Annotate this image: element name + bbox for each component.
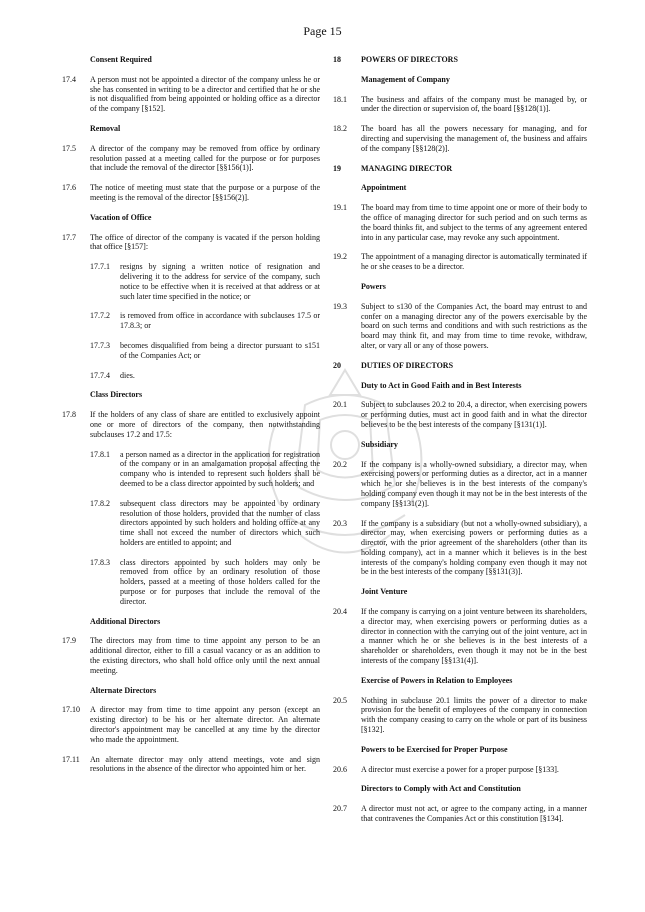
clause [333, 302, 587, 351]
clause-text: resigns by signing a written notice of resignation and delivering it to the address for service of the company, such notice to be effective when it is received at that address or at such later time specified in the notice; or [120, 262, 320, 301]
clause-text: A person must not be appointed a director of the company unless he or she has consented in writing to be a director and certified that he or she is not disqualified from being appointed or holding office as a director of the company [§152]. [90, 74, 320, 114]
clause-number: 20.3 [333, 518, 347, 528]
clause-number: 17.7 [62, 232, 76, 242]
section-title: MANAGING DIRECTOR [361, 163, 453, 173]
clause-number: 17.8.3 [90, 557, 110, 567]
subclause [90, 341, 320, 361]
clause-text: subsequent class directors may be appointed by ordinary resolution of those holders, provided that the number of class directors appointed by such holders and holding office at any time shall not exceed the number of directors which such holders are entitled to appoint; and [120, 498, 320, 547]
clause [62, 75, 320, 114]
clause-heading: Joint Venture [361, 587, 408, 597]
clause-number: 17.7.2 [90, 311, 110, 321]
clause-number: 19.1 [333, 203, 347, 213]
clause-heading: Alternate Directors [90, 685, 157, 695]
section-heading [333, 164, 587, 174]
section-heading [333, 361, 587, 371]
clause [333, 696, 587, 735]
page-number: Page 15 [303, 24, 342, 38]
clause-number: 20.6 [333, 764, 347, 774]
section-number: 18 [333, 55, 341, 64]
clause-text: is removed from office in accordance with subclauses 17.5 or 17.8.3; or [120, 311, 320, 331]
clause-number: 17.7.4 [90, 370, 110, 380]
clause [333, 460, 587, 509]
clause [333, 804, 587, 824]
clause-number: 17.5 [62, 143, 76, 153]
clause-number: 19.3 [333, 301, 347, 311]
clause-number: 17.7.1 [90, 262, 110, 272]
clause [62, 755, 320, 775]
clause-heading: Powers to be Exercised for Proper Purpose [361, 744, 508, 754]
clause-number: 17.8.2 [90, 498, 110, 508]
clause-text: The board may from time to time appoint one or more of their body to the office of managing director for such period and on such terms as the board thinks fit, and subject to the terms of any agreement entered into in any particular case, may revoke any such appointment. [361, 203, 587, 242]
clause-text: If the company is carrying on a joint venture between its shareholders, a director may, when exercising powers or performing duties as a director in connection with the carrying out of the joint venture, act in a manner which he or she believes is in the best interests of a shareholder or shareholders, even though it may not be in the best interests of the company [§§131(4)]. [361, 607, 587, 666]
clause [62, 636, 320, 675]
clause-heading: Powers [361, 281, 386, 291]
subclause [90, 311, 320, 331]
section-title: POWERS OF DIRECTORS [361, 55, 458, 64]
right-column [333, 55, 587, 834]
clause [62, 233, 320, 253]
clause-number: 17.6 [62, 183, 76, 193]
clause-text: The business and affairs of the company must be managed by, or under the direction or supervision of, the board [§§128(1)]. [361, 94, 587, 114]
clause [62, 183, 320, 203]
clause-text: class directors appointed by such holders may only be removed from office by an ordinary resolution of those holders, passed at a meeting of those holders called for the purpose or for purposes that include the removal of the director. [120, 557, 320, 606]
clause [333, 519, 587, 578]
clause-number: 17.7.3 [90, 340, 110, 350]
clause-number: 20.4 [333, 607, 347, 617]
clause-heading: Consent Required [90, 55, 152, 64]
subclause [90, 499, 320, 548]
clause-heading: Duty to Act in Good Faith and in Best Interests [361, 380, 522, 390]
clause-number: 20.5 [333, 695, 347, 705]
clause-text: Nothing in subclause 20.1 limits the power of a director to make provision for the benefit of employees of the company in connection with the company ceasing to carry on the whole or part of its business [§132]. [361, 695, 587, 735]
clause-text: becomes disqualified from being a director pursuant to s151 of the Companies Act; or [120, 340, 320, 360]
clause-heading: Directors to Comply with Act and Constitution [361, 784, 521, 794]
clause-heading: Additional Directors [90, 616, 161, 626]
clause-text: Subject to s130 of the Companies Act, the board may entrust to and confer on a managing director any of the powers exercisable by the board on such terms and conditions and with such restrictions as the board may think fit, and may from time to time revoke, withdraw, alter, or vary all or any of those powers. [361, 301, 587, 350]
clause-text: If the company is a wholly-owned subsidiary, a director may, when exercising powers or performing duties as a director, act in a manner which he or she believes is in the best interests of the company's holding company even though it may not be in the best interests of the company [§§131(2)]. [361, 459, 587, 508]
clause-number: 20.1 [333, 400, 347, 410]
subclause [90, 371, 320, 381]
clause [333, 203, 587, 242]
clause-number: 18.1 [333, 94, 347, 104]
subclause [90, 262, 320, 301]
section-heading [333, 55, 587, 65]
clause [333, 765, 587, 775]
clause-text: A director may from time to time appoint any person (except an existing director) to be his or her alternate director. An alternate director's appointment may be cancelled at any time by the director who made the appointment. [90, 705, 320, 744]
clause-number: 18.2 [333, 124, 347, 134]
clause-text: If the holders of any class of share are entitled to exclusively appoint one or more of directors of the company, then notwithstanding subclauses 17.2 and 17.5: [90, 410, 320, 439]
clause-number: 20.2 [333, 459, 347, 469]
section-title: DUTIES OF DIRECTORS [361, 360, 454, 370]
clause-number: 19.2 [333, 252, 347, 262]
section-number: 19 [333, 163, 341, 173]
clause-heading: Class Directors [90, 390, 143, 400]
clause-heading: Appointment [361, 183, 407, 193]
clause-text: The board has all the powers necessary for managing, and for directing and supervising the management of, the business and affairs of the company [§§128(2)]. [361, 124, 587, 153]
section-number: 20 [333, 360, 341, 370]
clause-heading: Exercise of Powers in Relation to Employees [361, 675, 513, 685]
clause-text: Subject to subclauses 20.2 to 20.4, a director, when exercising powers or performing duties, must act in good faith and in what the director believes to be the best interests of the company [§131(1)]. [361, 400, 587, 429]
clause-heading: Removal [90, 123, 121, 133]
clause-text: a person named as a director in the application for registration of the company or in an amalgamation proposal affecting the company who is intended to represent such holders shall be deemed to be a class director appointed by such holders; and [120, 449, 320, 488]
clause-number: 17.4 [62, 74, 76, 84]
left-column [62, 55, 320, 784]
subclause [90, 450, 320, 489]
clause-heading: Vacation of Office [90, 212, 152, 222]
clause-number: 17.9 [62, 636, 76, 646]
clause-text: A director of the company may be removed from office by ordinary resolution passed at a meeting called for the purpose or for purposes that include the removal of the director [§§156(1)]. [90, 143, 320, 173]
clause-number: 17.8 [62, 410, 76, 420]
clause-text: The notice of meeting must state that the purpose or a purpose of the meeting is the removal of the director [§§156(2)]. [90, 183, 320, 202]
clause-number: 17.8.1 [90, 449, 110, 459]
clause-number: 17.10 [62, 705, 80, 715]
clause-text: dies. [120, 370, 135, 380]
clause-number: 20.7 [333, 804, 347, 814]
clause [333, 124, 587, 153]
clause [62, 410, 320, 439]
clause [333, 607, 587, 666]
clause-text: A director must exercise a power for a proper purpose [§133]. [361, 764, 559, 774]
clause-text: The appointment of a managing director is automatically terminated if he or she ceases to be a director. [361, 252, 587, 272]
clause-text: The directors may from time to time appoint any person to be an additional director, either to fill a casual vacancy or as an addition to the existing directors, who shall hold office only until the next annual meeting. [90, 636, 320, 675]
clause-text: The office of director of the company is vacated if the person holding that office [§157]: [90, 232, 320, 252]
clause-heading: Subsidiary [361, 439, 398, 449]
clause-text: If the company is a subsidiary (but not a wholly-owned subsidiary), a director may, when exercising powers or performing duties as a director, with the prior agreement of the shareholders (other than its holding company), act in a manner which it believes is in the best interests of the company's holding company even though it may not be in the best interests of the company [§§131(3)]. [361, 518, 587, 577]
clause [62, 705, 320, 744]
clause-text: A director must not act, or agree to the company acting, in a manner that contravenes the Companies Act or this constitution [§134]. [361, 804, 587, 824]
clause-heading: Management of Company [361, 74, 450, 84]
subclause [90, 558, 320, 607]
clause-text: An alternate director may only attend meetings, vote and sign resolutions in the absence of the director who appointed him or her. [90, 754, 320, 774]
clause [333, 252, 587, 272]
clause [333, 95, 587, 115]
clause [62, 144, 320, 173]
clause-number: 17.11 [62, 754, 80, 764]
clause [333, 400, 587, 429]
